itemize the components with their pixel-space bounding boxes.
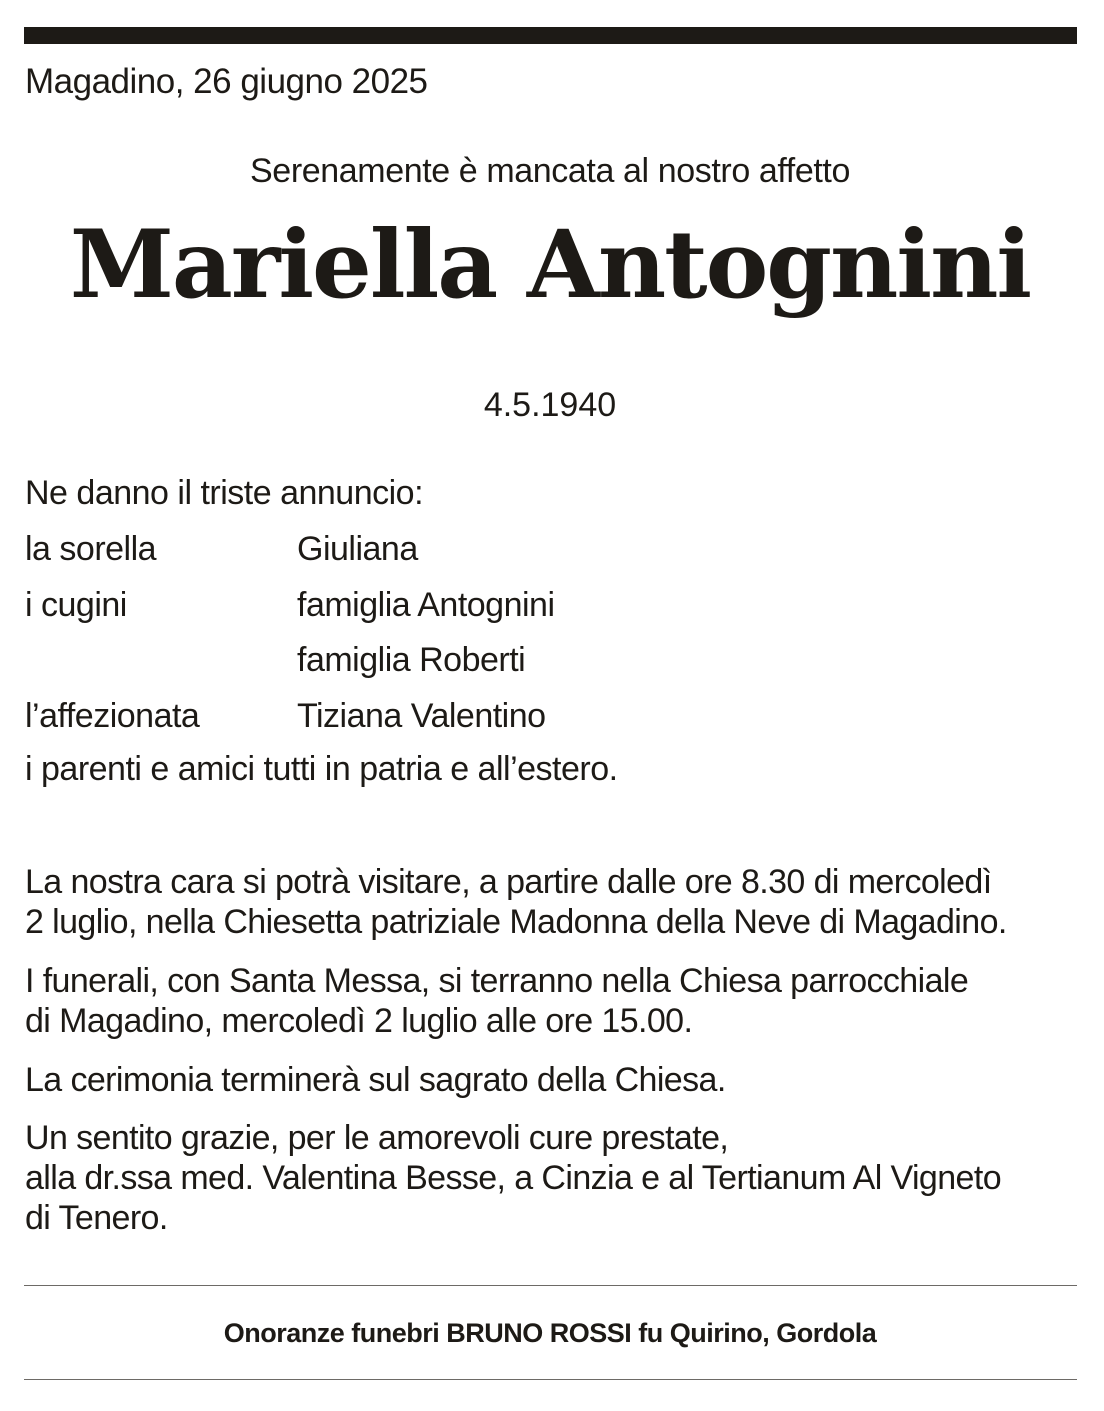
thanks-line: alla dr.ssa med. Valentina Besse, a Cinzia e al Tertianum Al Vigneto [25,1159,1002,1197]
birth-date: 4.5.1940 [483,386,617,424]
relative-relation: l’affezionata [25,697,200,735]
visit-line: La nostra cara si potrà visitare, a partire dalle ore 8.30 di mercoledì [25,863,992,901]
funeral-line: I funerali, con Santa Messa, si terranno nella Chiesa parrocchiale [25,962,969,1000]
visit-paragraph [25,862,1007,942]
place-date: Magadino, 26 giugno 2025 [25,62,428,101]
announcement-heading: Ne danno il triste annuncio: [25,474,424,512]
relative-name: famiglia Roberti [297,641,526,679]
relative-name: Giuliana [297,530,418,568]
deceased-name: Mariella Antognini [69,210,1031,320]
footer-top-divider [24,1285,1077,1286]
ceremony-paragraph: La cerimonia terminerà sul sagrato della Chiesa. [25,1061,726,1099]
top-rule-bar [24,27,1077,44]
visit-line: 2 luglio, nella Chiesetta patriziale Madonna della Neve di Magadino. [25,903,1007,941]
relative-relation: la sorella [25,530,157,568]
funeral-line: di Magadino, mercoledì 2 luglio alle ore 15.00. [25,1002,693,1040]
relative-name: Tiziana Valentino [297,697,546,735]
thanks-paragraph [25,1118,1001,1238]
announcement-closing: i parenti e amici tutti in patria e all’estero. [25,750,618,788]
thanks-line: di Tenero. [25,1199,168,1237]
footer-bottom-divider [24,1379,1077,1380]
thanks-line: Un sentito grazie, per le amorevoli cure prestate, [25,1119,729,1157]
funeral-paragraph [25,961,968,1041]
intro-text: Serenamente è mancata al nostro affetto [250,152,850,190]
relative-relation: i cugini [25,586,127,624]
relative-name: famiglia Antognini [297,586,555,624]
funeral-home: Onoranze funebri BRUNO ROSSI fu Quirino, Gordola [223,1318,877,1348]
